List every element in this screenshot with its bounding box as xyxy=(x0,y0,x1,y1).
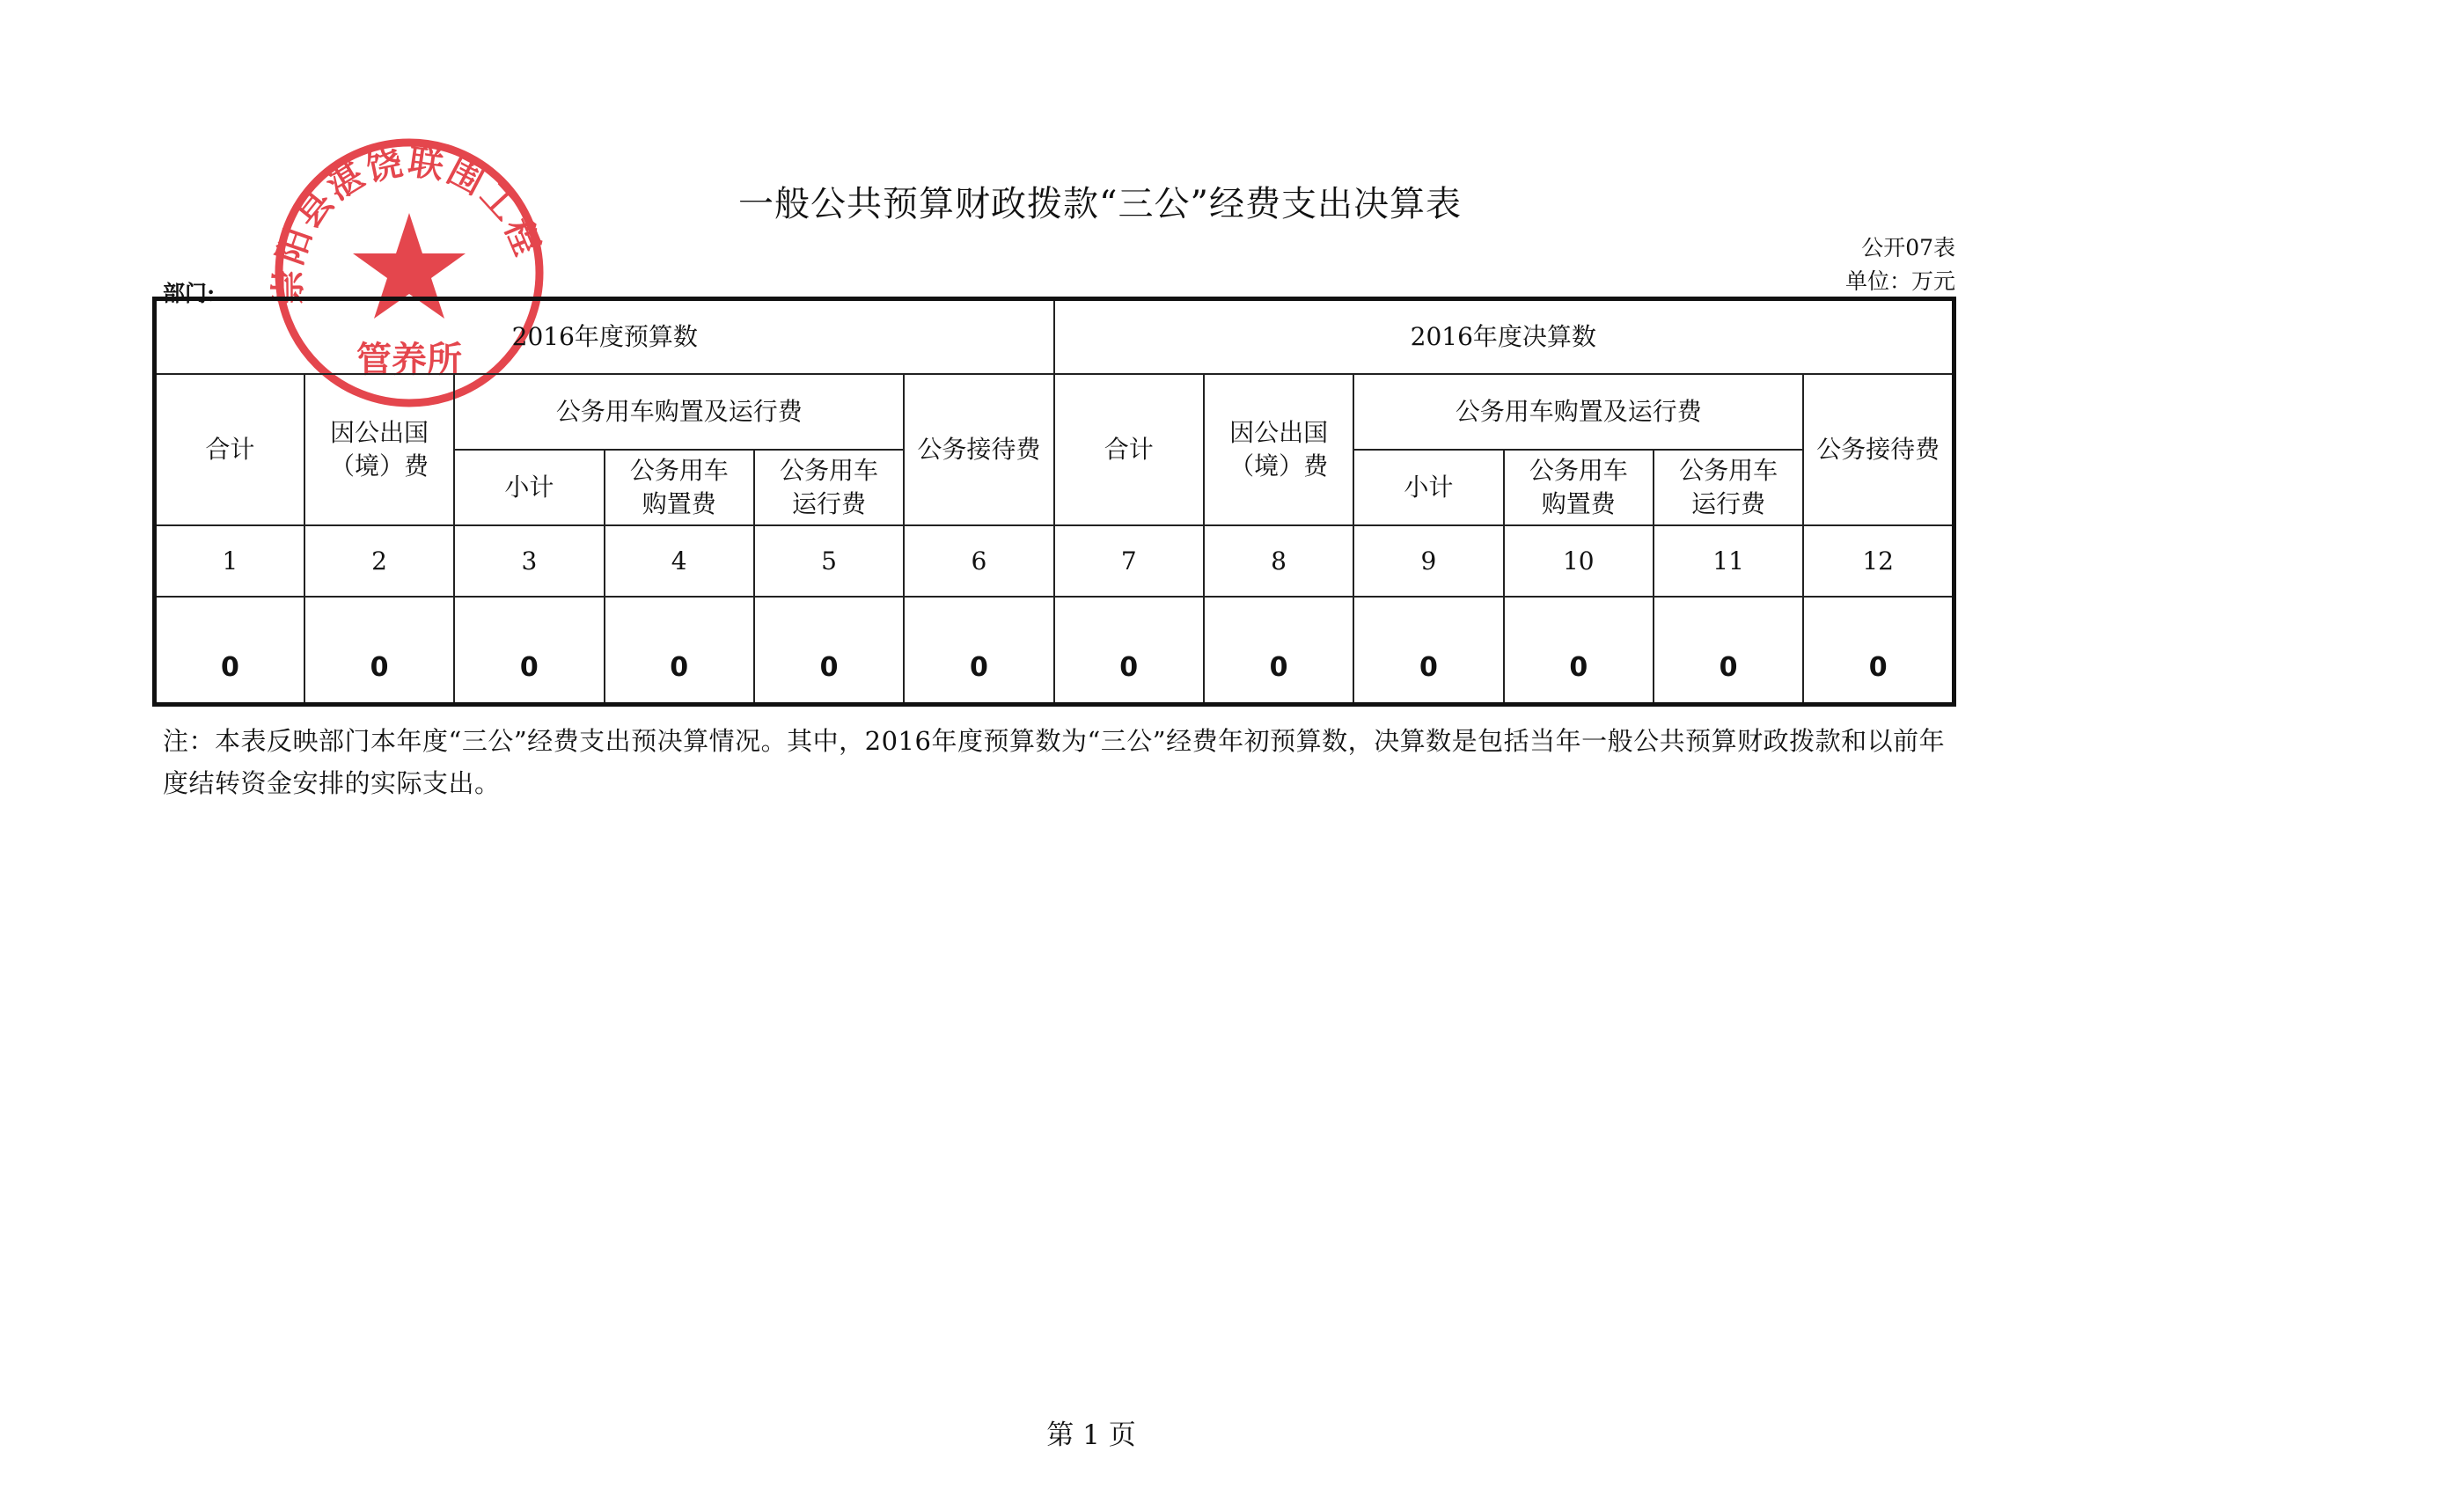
value-cell: 0 xyxy=(754,597,904,704)
value-cell: 0 xyxy=(155,597,304,704)
index-cell: 1 xyxy=(155,525,304,597)
budget-abroad-header: 因公出国 （境）费 xyxy=(304,374,454,525)
final-subtotal-header: 小计 xyxy=(1353,450,1503,525)
final-abroad-header: 因公出国 （境）费 xyxy=(1204,374,1353,525)
value-cell: 0 xyxy=(304,597,454,704)
form-code: 公开07表 xyxy=(1861,235,1955,260)
budget-vehicle-purchase-header: 公务用车 购置费 xyxy=(605,450,754,525)
value-cell: 0 xyxy=(1654,597,1803,704)
index-row xyxy=(155,525,1954,597)
value-cell: 0 xyxy=(904,597,1053,704)
three-public-expense-table xyxy=(152,297,1956,707)
index-cell: 6 xyxy=(904,525,1053,597)
final-vehicle-purchase-header: 公务用车 购置费 xyxy=(1504,450,1654,525)
budget-total-header: 合计 xyxy=(155,374,304,525)
value-cell: 0 xyxy=(454,597,604,704)
final-reception-header: 公务接待费 xyxy=(1803,374,1954,525)
column-header-row xyxy=(155,374,1954,450)
group-header-row xyxy=(155,299,1954,375)
final-vehicle-group-header: 公务用车购置及运行费 xyxy=(1353,374,1803,450)
unit-label: 单位：万元 xyxy=(1844,268,1955,294)
index-cell: 8 xyxy=(1204,525,1353,597)
value-cell: 0 xyxy=(1803,597,1954,704)
index-cell: 2 xyxy=(304,525,454,597)
budget-group-header: 2016年度预算数 xyxy=(155,299,1054,375)
footnote: 注：本表反映部门本年度“三公”经费支出预决算情况。其中，2016年度预算数为“三公”经费年初预算数，决算数是包括当年一般公共预算财政拨款和以前年度结转资金安排的实际支出。 xyxy=(163,726,1946,798)
budget-vehicle-group-header: 公务用车购置及运行费 xyxy=(454,374,904,450)
department-label: 部门: xyxy=(163,281,216,306)
index-cell: 12 xyxy=(1803,525,1954,597)
value-cell: 0 xyxy=(1353,597,1503,704)
index-cell: 9 xyxy=(1353,525,1503,597)
page-title: 一般公共预算财政拨款“三公”经费支出决算表 xyxy=(738,184,1462,224)
budget-vehicle-operation-header: 公务用车 运行费 xyxy=(754,450,904,525)
index-cell: 4 xyxy=(605,525,754,597)
index-cell: 7 xyxy=(1054,525,1204,597)
page-number: 第 1 页 xyxy=(1046,1419,1136,1451)
index-cell: 10 xyxy=(1504,525,1654,597)
final-total-header: 合计 xyxy=(1054,374,1204,525)
svg-text:崇阳县湛饶联围工程: 崇阳县湛饶联围工程 xyxy=(268,142,548,305)
final-vehicle-operation-header: 公务用车 运行费 xyxy=(1654,450,1803,525)
budget-reception-header: 公务接待费 xyxy=(904,374,1053,525)
budget-subtotal-header: 小计 xyxy=(454,450,604,525)
index-cell: 11 xyxy=(1654,525,1803,597)
value-cell: 0 xyxy=(605,597,754,704)
value-cell: 0 xyxy=(1504,597,1654,704)
final-group-header: 2016年度决算数 xyxy=(1054,299,1954,375)
index-cell: 3 xyxy=(454,525,604,597)
value-cell: 0 xyxy=(1054,597,1204,704)
index-cell: 5 xyxy=(754,525,904,597)
svg-text:管养所: 管养所 xyxy=(356,340,462,380)
value-cell: 0 xyxy=(1204,597,1353,704)
value-row xyxy=(155,597,1954,704)
